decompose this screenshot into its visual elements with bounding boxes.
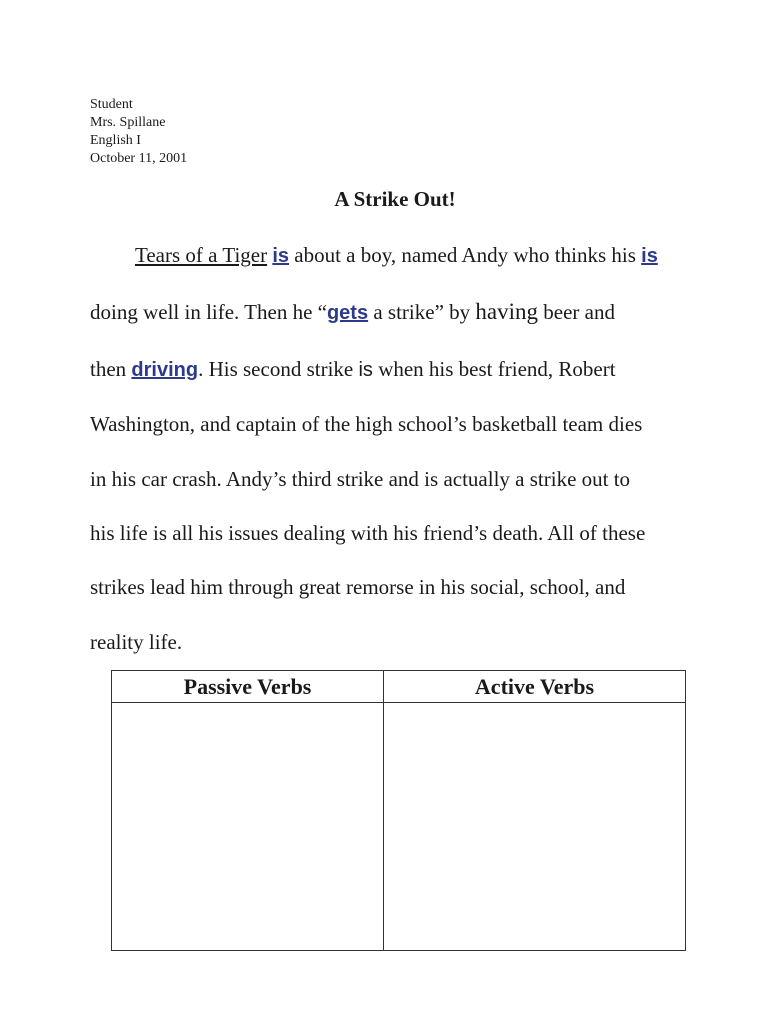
essay-date: October 11, 2001 bbox=[90, 151, 188, 166]
paragraph-line-2: doing well in life. Then he “gets a strike” by having beer and bbox=[90, 299, 615, 324]
verbs-table-header-row bbox=[112, 671, 686, 703]
teacher-name: Mrs. Spillane bbox=[90, 115, 166, 130]
paragraph-line-3: then driving. His second strike is when his best friend, Robert bbox=[90, 357, 616, 381]
verbs-table-body-row bbox=[112, 703, 686, 951]
active-verbs-cell bbox=[384, 703, 686, 951]
paragraph-line-8: reality life. bbox=[90, 630, 183, 654]
student-name: Student bbox=[90, 97, 133, 112]
passive-verbs-cell bbox=[112, 703, 384, 951]
active-verbs-header: Active Verbs bbox=[384, 671, 686, 703]
highlighted-verb: is bbox=[641, 245, 658, 267]
book-title: Tears of a Tiger bbox=[135, 243, 268, 267]
paragraph-line-4: Washington, and captain of the high school’s basketball team dies bbox=[90, 412, 643, 436]
paragraph-line-5: in his car crash. Andy’s third strike and is actually a strike out to bbox=[90, 467, 631, 491]
course-name: English I bbox=[90, 133, 141, 148]
paragraph-line-1: Tears of a Tiger is about a boy, named Andy who thinks his is bbox=[135, 243, 658, 267]
verbs-table bbox=[111, 670, 686, 951]
highlighted-verb: is bbox=[272, 245, 290, 267]
highlighted-verb: driving bbox=[131, 359, 199, 381]
passive-verbs-header: Passive Verbs bbox=[112, 671, 384, 703]
essay-title: A Strike Out! bbox=[334, 187, 456, 211]
verb-is: is bbox=[358, 359, 373, 381]
verb-having: having bbox=[475, 299, 538, 324]
highlighted-verb: gets bbox=[326, 302, 369, 324]
paragraph-line-6: his life is all his issues dealing with his friend’s death. All of these bbox=[90, 521, 646, 545]
paragraph-line-7: strikes lead him through great remorse in his social, school, and bbox=[90, 575, 626, 599]
student-heading bbox=[90, 96, 187, 168]
